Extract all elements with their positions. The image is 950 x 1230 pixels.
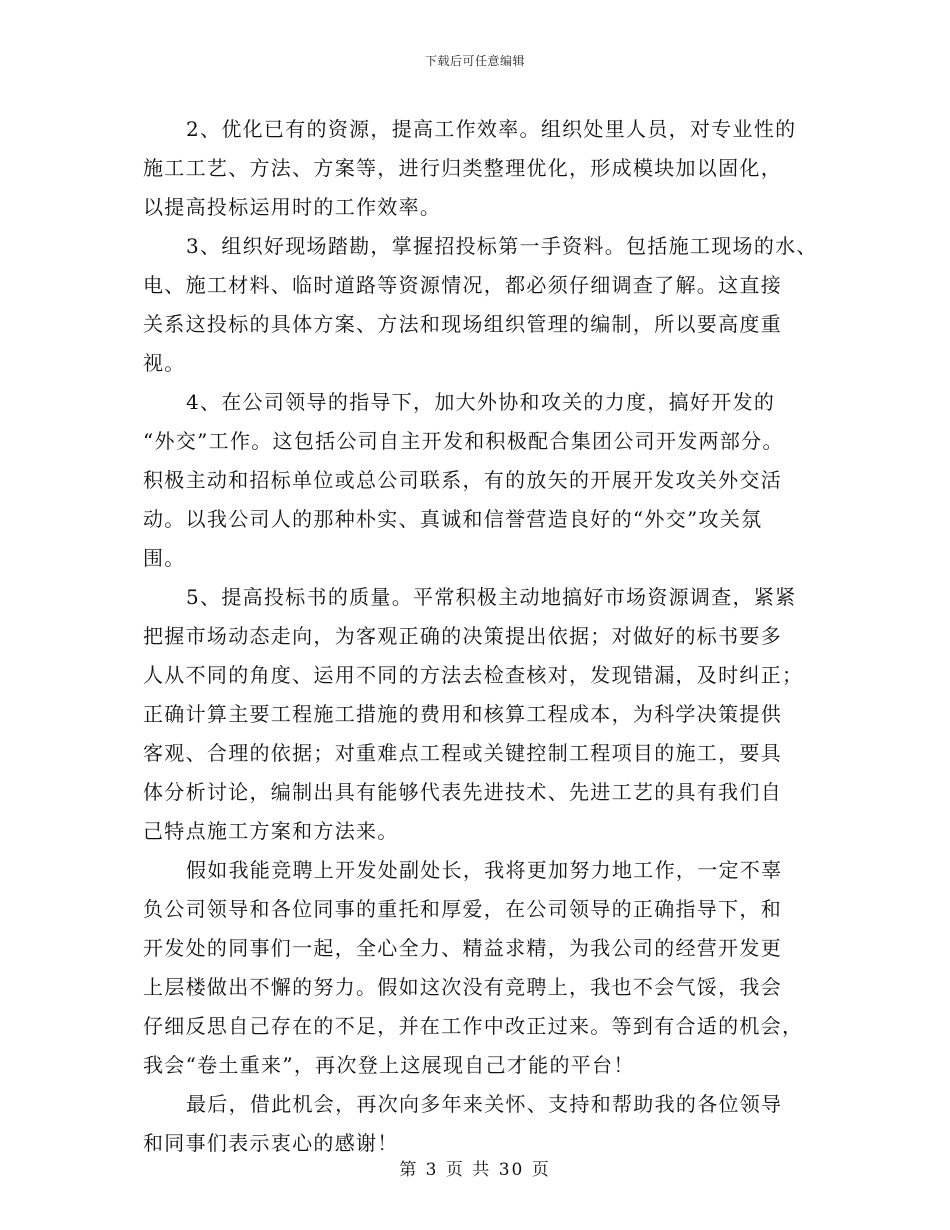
- text-line: 假如我能竞聘上开发处副处长，我将更加努力地工作，一定不辜: [186, 858, 783, 882]
- text-line: 我会“卷土重来”，再次登上这展现自己才能的平台！: [143, 1053, 635, 1077]
- text-line: 3、组织好现场踏勘，掌握招投标第一手资料。包括施工现场的水、: [186, 234, 818, 258]
- text-line: 2、优化已有的资源，提高工作效率。组织处里人员，对专业性的: [186, 117, 797, 141]
- text-line: 4、在公司领导的指导下，加大外协和攻关的力度，搞好开发的: [186, 390, 776, 414]
- text-line: 开发处的同事们一起，全心全力、精益求精，为我公司的经营开发更: [143, 936, 782, 960]
- text-line: “外交”工作。这包括公司自主开发和积极配合集团公司开发两部分。: [143, 429, 784, 453]
- text-line: 施工工艺、方法、方案等，进行归类整理优化，形成模块加以固化，: [143, 156, 782, 180]
- text-line: 上层楼做出不懈的努力。假如这次没有竞聘上，我也不会气馁，我会: [143, 975, 782, 999]
- text-line: 正确计算主要工程施工措施的费用和核算工程成本，为科学决策提供: [143, 702, 782, 726]
- text-line: 视。: [143, 351, 186, 375]
- text-line: 5、提高投标书的质量。平常积极主动地搞好市场资源调查，紧紧: [186, 585, 797, 609]
- text-line: 动。以我公司人的那种朴实、真诚和信誉营造良好的“外交”攻关氛: [143, 507, 763, 531]
- text-line: 积极主动和招标单位或总公司联系，有的放矢的开展开发攻关外交活: [143, 468, 782, 492]
- body-text: [143, 110, 818, 1163]
- page-footer: 第 3 页 共 30 页: [399, 1160, 551, 1180]
- text-line: 己特点施工方案和方法来。: [143, 819, 399, 843]
- page-header: 下载后可任意编辑: [424, 54, 525, 68]
- text-line: 人从不同的角度、运用不同的方法去检查核对，发现错漏，及时纠正；: [143, 663, 804, 687]
- text-line: 关系这投标的具体方案、方法和现场组织管理的编制，所以要高度重: [143, 312, 782, 336]
- text-line: 体分析讨论，编制出具有能够代表先进技术、先进工艺的具有我们自: [143, 780, 782, 804]
- text-line: 以提高投标运用时的工作效率。: [143, 195, 442, 219]
- text-line: 最后，借此机会，再次向多年来关怀、支持和帮助我的各位领导: [186, 1092, 783, 1116]
- text-line: 客观、合理的依据；对重难点工程或关键控制工程项目的施工，要具: [143, 741, 782, 765]
- text-line: 围。: [143, 546, 186, 570]
- text-line: 电、施工材料、临时道路等资源情况，都必须仔细调查了解。这直接: [143, 273, 782, 297]
- text-line: 负公司领导和各位同事的重托和厚爱，在公司领导的正确指导下，和: [143, 897, 782, 921]
- text-line: 和同事们表示衷心的感谢！: [143, 1131, 399, 1155]
- text-line: 仔细反思自己存在的不足，并在工作中改正过来。等到有合适的机会，: [143, 1014, 804, 1038]
- text-line: 把握市场动态走向，为客观正确的决策提出依据；对做好的标书要多: [143, 624, 782, 648]
